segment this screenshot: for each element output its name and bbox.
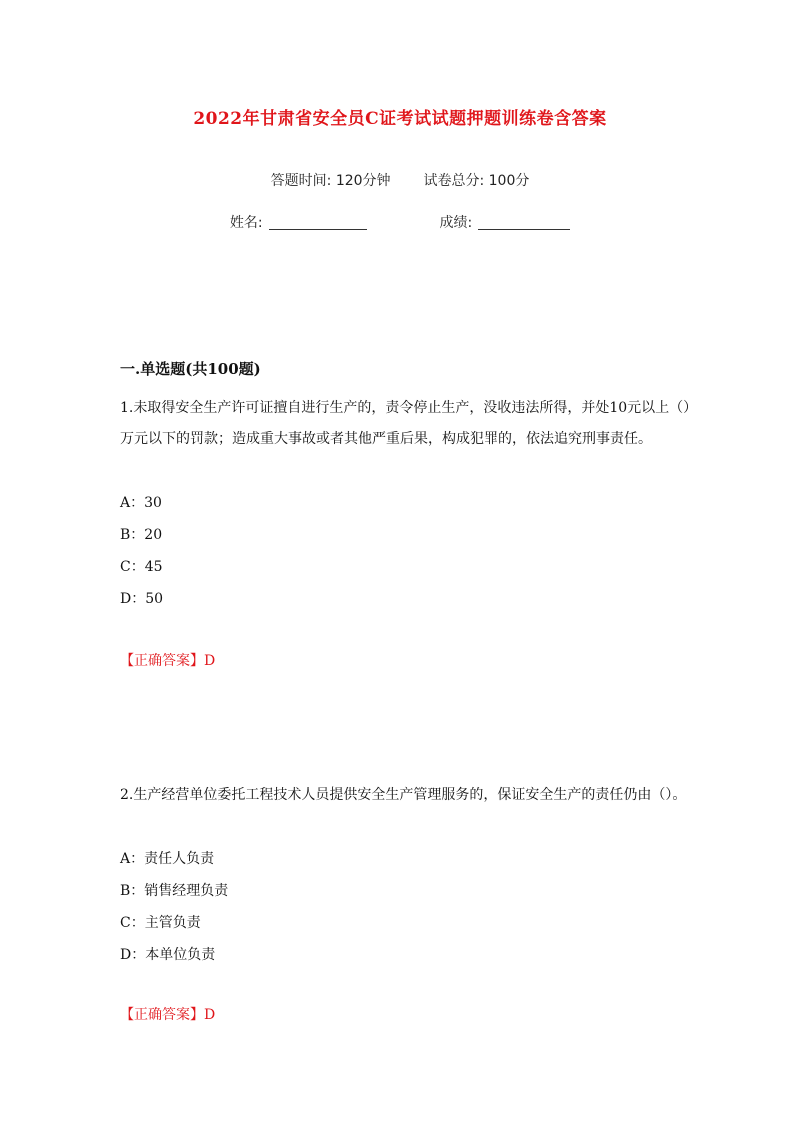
question-2-option-c: C：主管负责 <box>120 915 201 931</box>
question-1-option-a: A：30 <box>120 495 162 511</box>
exam-info <box>0 170 800 190</box>
time-label: 答题时间: <box>270 173 332 189</box>
total-label: 试卷总分: <box>423 173 485 189</box>
question-2-answer: 【正确答案】D <box>120 1007 216 1023</box>
time-value: 120分钟 <box>335 173 391 189</box>
question-1-text: 1.未取得安全生产许可证擅自进行生产的，责令停止生产，没收违法所得，并处10元以上（）万元以下的罚款；造成重大事故或者其他严重后果，构成犯罪的，依法追究刑事责任。 <box>120 400 698 447</box>
name-blank <box>269 215 367 230</box>
question-2-option-a: A：责任人负责 <box>120 851 215 867</box>
question-2-text: 2.生产经营单位委托工程技术人员提供安全生产管理服务的，保证安全生产的责任仍由（）。 <box>120 787 687 803</box>
question-2-option-b: B：销售经理负责 <box>120 883 229 899</box>
question-1-answer: 【正确答案】D <box>120 653 216 669</box>
name-label: 姓名: <box>229 215 263 231</box>
total-value: 100分 <box>488 173 530 189</box>
score-label: 成绩: <box>439 215 473 231</box>
question-1-option-c: C：45 <box>120 559 163 575</box>
question-1-option-b: B：20 <box>120 527 163 543</box>
section-title: 一.单选题(共100题) <box>120 360 261 378</box>
page-title: 2022年甘肃省安全员C证考试试题押题训练卷含答案 <box>193 109 607 129</box>
score-blank <box>478 215 570 230</box>
student-info <box>0 212 800 232</box>
question-1-option-d: D：50 <box>120 591 164 607</box>
question-2-option-d: D：本单位负责 <box>120 947 216 963</box>
